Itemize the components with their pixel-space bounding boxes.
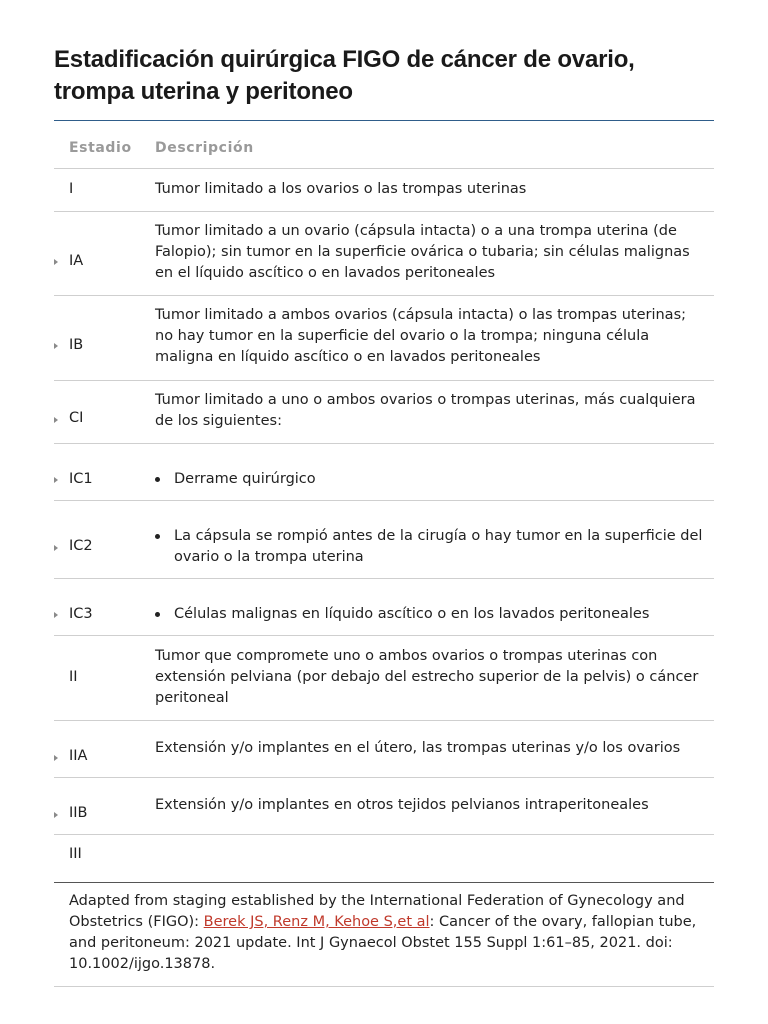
table-row xyxy=(54,444,714,501)
description-cell: Extensión y/o implantes en otros tejidos pelvianos intraperitoneales xyxy=(155,797,649,813)
stage-cell: CI xyxy=(69,410,84,426)
table-row xyxy=(54,381,714,444)
header-description: Descripción xyxy=(155,140,254,156)
stage-cell: IB xyxy=(69,337,84,353)
stage-cell: III xyxy=(69,846,82,862)
stage-cell: IC2 xyxy=(69,538,93,554)
stage-cell: II xyxy=(69,669,78,685)
table-row xyxy=(54,501,714,579)
expand-arrow-icon[interactable] xyxy=(54,812,58,818)
description-cell: Tumor limitado a los ovarios o las trompas uterinas xyxy=(155,181,527,197)
bullet-icon xyxy=(155,477,160,482)
citation-suffix: : Cancer of the ovary, fallopian tube, and peritoneum: 2021 update. Int J Gynaecol Obstet 155 Suppl 1:61–85, 2021. doi: 10.1002/ijgo.13878. xyxy=(69,914,697,972)
description-cell: Tumor limitado a ambos ovarios (cápsula intacta) o las trompas uterinas; no hay tumor en la superficie del ovario o la trompa; ninguna célula maligna en líquido ascítico o en lavados peritoneales xyxy=(155,307,687,365)
table-header xyxy=(54,121,714,169)
stage-cell: IIA xyxy=(69,748,88,764)
table-row xyxy=(54,778,714,835)
stage-cell: IA xyxy=(69,253,84,269)
table-row xyxy=(54,168,714,212)
description-cell: Extensión y/o implantes en el útero, las trompas uterinas y/o los ovarios xyxy=(155,740,681,756)
table-row xyxy=(54,636,714,721)
bullet-icon xyxy=(155,612,160,617)
description-cell: Tumor que compromete uno o ambos ovarios o trompas uterinas con extensión pelviana (por debajo del estrecho superior de la pelvis) o cáncer peritoneal xyxy=(155,648,699,706)
expand-arrow-icon[interactable] xyxy=(54,755,58,761)
citation-authors-link[interactable]: Berek JS, Renz M, Kehoe S,et al xyxy=(203,914,430,930)
expand-arrow-icon[interactable] xyxy=(54,343,58,349)
description-cell: Tumor limitado a uno o ambos ovarios o trompas uterinas, más cualquiera de los siguientes: xyxy=(155,392,696,429)
description-cell xyxy=(155,526,703,568)
table-row xyxy=(54,212,714,296)
source-citation xyxy=(69,891,709,975)
stage-cell: IC1 xyxy=(69,471,93,487)
stage-cell: I xyxy=(69,181,74,197)
table-row xyxy=(54,835,714,883)
description-cell xyxy=(155,469,703,490)
page-title: Estadificación quirúrgica FIGO de cáncer de ovario, trompa uterina y peritoneo xyxy=(54,46,635,105)
stage-cell: IC3 xyxy=(69,606,93,622)
description-cell: Tumor limitado a un ovario (cápsula intacta) o a una trompa uterina (de Falopio); sin tumor en la superficie ovárica o tubaria; sin células malignas en el líquido ascítico o en lavados peritoneales xyxy=(155,223,690,281)
expand-arrow-icon[interactable] xyxy=(54,612,58,618)
table-row xyxy=(54,721,714,778)
expand-arrow-icon[interactable] xyxy=(54,417,58,423)
citation-prefix: Adapted from staging established by the International Federation of Gynecology and Obstetrics (FIGO): xyxy=(69,893,685,930)
stage-cell: IIB xyxy=(69,805,88,821)
expand-arrow-icon[interactable] xyxy=(54,545,58,551)
bullet-text: La cápsula se rompió antes de la cirugía o hay tumor en la superficie del ovario o la trompa uterina xyxy=(174,528,703,565)
expand-arrow-icon[interactable] xyxy=(54,477,58,483)
source-note xyxy=(54,883,714,987)
table-row xyxy=(54,296,714,381)
bullet-text: Células malignas en líquido ascítico o en los lavados peritoneales xyxy=(174,606,650,622)
bullet-icon xyxy=(155,534,160,539)
table-row xyxy=(54,579,714,636)
header-stage: Estadio xyxy=(69,140,132,156)
bullet-text: Derrame quirúrgico xyxy=(174,471,316,487)
expand-arrow-icon[interactable] xyxy=(54,259,58,265)
description-cell xyxy=(155,604,703,625)
